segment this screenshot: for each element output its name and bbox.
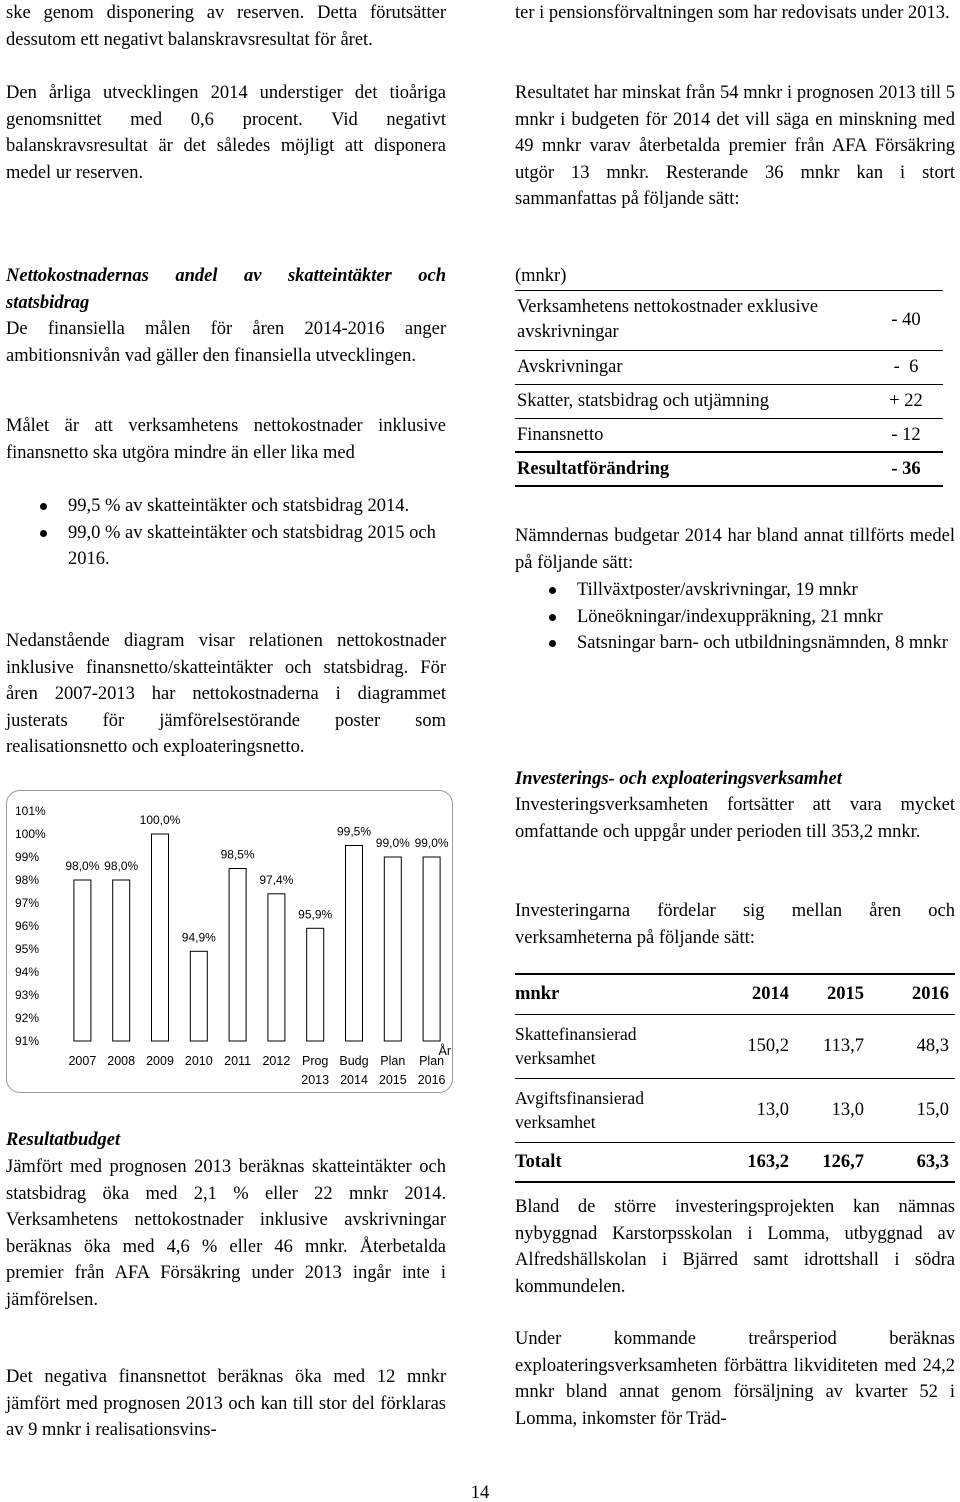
cost-total-label: Resultatförändring: [517, 458, 670, 479]
cost-table-row: [515, 350, 943, 384]
y-tick-label: 98%: [15, 873, 40, 887]
cost-table-row: [515, 418, 943, 452]
paragraph-finance-net: Det negativa finansnettot beräknas öka med 12 mnkr jämfört med prognosen 2013 och kan till stor del förklaras av 9 mnkr i realisationsvins-: [6, 1367, 446, 1440]
investment-total-value: 126,7: [822, 1151, 864, 1172]
x-category-label: 2007: [68, 1054, 97, 1068]
x-category-label: Plan: [380, 1054, 406, 1068]
paragraph-projects: Bland de större investeringsprojekten kan nämnas nybyggnad Karstorpsskolan i Lomma, utbyggnad av Alfredshällskolan i Bjärred samt idrottshall i södra kommundelen.: [515, 1197, 955, 1297]
x-category-label: Budg: [339, 1054, 369, 1068]
investment-table: [515, 973, 955, 1183]
y-tick-label: 93%: [15, 988, 40, 1002]
x-category-label: Prog: [301, 1054, 329, 1068]
investment-row-value: 13,0: [756, 1099, 789, 1120]
heading-result-budget: Resultatbudget: [6, 1130, 121, 1150]
x-category-label: 2015: [378, 1073, 407, 1087]
x-category-label: 2014: [340, 1073, 368, 1087]
bar-data-label: 98,5%: [220, 847, 255, 862]
heading-net-cost-share: Nettokostnadernas andel av skatteintäkter och statsbidrag: [6, 266, 446, 313]
paragraph-exploitation: Under kommande treårsperiod beräknas exploateringsverksamheten förbättra likviditeten med 24,2 mnkr bland annat genom försäljning av kvarter 52 i Lomma, inkomster för Träd-: [515, 1329, 955, 1429]
paragraph-result-budget: Jämfört med prognosen 2013 beräknas skatteintäkter och statsbidrag öka med 2,1 % eller 22 mnkr 2014. Verksamhetens nettokostnader inklusive avskrivningar beräknas öka med 4,6 % eller 46 mnkr. Återbetalda premier från AFA Försäkring under 2013 ingår inte i jämförelsen.: [6, 1157, 446, 1310]
x-category-label: 2008: [107, 1054, 136, 1068]
x-category-label: 2012: [262, 1054, 291, 1068]
bar-data-label: 100,0%: [139, 813, 181, 827]
investment-total-label: Totalt: [515, 1151, 562, 1172]
cost-row-value: - 12: [891, 424, 921, 445]
y-tick-label: 91%: [15, 1034, 40, 1048]
chart-bar: [346, 846, 363, 1042]
cost-change-table: [515, 290, 943, 488]
y-tick-label: 99%: [15, 850, 40, 864]
cost-table-row: [515, 290, 943, 350]
bar-data-label: 99,5%: [336, 824, 372, 839]
chart-bar: [152, 834, 169, 1041]
paragraph-investment-split: Investeringarna fördelar sig mellan åren och verksamheterna på följande sätt:: [515, 901, 955, 948]
allocation-item: Löneökningar/indexuppräkning, 21 mnkr: [549, 604, 959, 631]
paragraph-diagram-intro: Nedanstående diagram visar relationen nettokostnader inklusive finansnetto/skatteintäkter och statsbidrag. För åren 2007-2013 har nettokostnaderna i diagrammet justerats för jämförelsestörande poster som realisationsnetto och exploateringsnetto.: [6, 631, 446, 757]
y-tick-label: 101%: [15, 804, 46, 818]
y-tick-label: 94%: [15, 965, 40, 979]
investment-row-value: 15,0: [916, 1099, 949, 1120]
cost-row-value: - 40: [891, 309, 921, 330]
y-tick-label: 96%: [15, 919, 40, 933]
cost-change-table-block: [515, 263, 955, 487]
investment-row: [515, 1014, 955, 1078]
investment-row-value: 13,0: [831, 1099, 864, 1120]
investment-row-value: 48,3: [916, 1035, 949, 1056]
goal-list: [40, 493, 480, 573]
y-tick-label: 95%: [15, 942, 40, 956]
investment-row-label: Avgiftsfinansierad verksamhet: [515, 1088, 644, 1132]
allocation-item: Tillväxtposter/avskrivningar, 19 mnkr: [549, 577, 959, 604]
bar-data-label: 97,4%: [259, 872, 294, 887]
paragraph-pension: ter i pensionsförvaltningen som har redovisats under 2013.: [515, 3, 950, 23]
paragraph-financial-goals: De finansiella målen för åren 2014-2016 anger ambitionsnivån vad gäller den finansiella utvecklingen.: [6, 319, 446, 366]
bar-data-label: 99,0%: [375, 836, 410, 850]
investment-header-year: 2014: [752, 984, 789, 1004]
investment-header-row: [515, 974, 955, 1014]
cost-row-label: Verksamhetens nettokostnader exklusive avskrivningar: [517, 297, 819, 342]
investment-total-value: 63,3: [916, 1151, 949, 1172]
chart-bar: [268, 894, 285, 1041]
investment-total-row: [515, 1142, 955, 1182]
chart-bar: [190, 951, 207, 1041]
x-category-label: 2009: [146, 1054, 174, 1068]
paragraph-reserve: ske genom disponering av reserven. Detta förutsätter dessutom ett negativt balanskravsresultat för året.: [6, 3, 446, 50]
bar-data-label: 94,9%: [181, 930, 216, 945]
chart-bar: [307, 928, 324, 1041]
y-tick-label: 97%: [15, 896, 40, 910]
paragraph-annual-development: Den årliga utvecklingen 2014 understiger det tioåriga genomsnittet med 0,6 procent. Vid negativt balanskravsresultat är det således möjligt att disponera medel ur reserven.: [6, 83, 446, 183]
paragraph-result-decrease: Resultatet har minskat från 54 mnkr i prognosen 2013 till 5 mnkr i budgeten för 2014 det vill säga en minskning med 49 mnkr varav återbetalda premier från AFA Försäkring utgör 13 mnkr. Resterande 36 mnkr kan i stort sammanfattas på följande sätt:: [515, 83, 955, 209]
chart-bar: [384, 857, 401, 1041]
chart-bar: [423, 857, 440, 1041]
allocation-item: Satsningar barn- och utbildningsnämnden, 8 mnkr: [549, 630, 959, 657]
x-category-label: 2010: [184, 1054, 213, 1068]
bar-data-label: 98,0%: [104, 859, 139, 873]
x-axis-title: År: [438, 1044, 451, 1058]
net-cost-ratio-chart: [6, 790, 453, 1093]
goal-item-2015-2016: 99,0 % av skatteintäkter och statsbidrag 2015 och 2016.: [40, 520, 480, 573]
investment-header-year: 2015: [827, 984, 864, 1004]
bar-data-label: 98,0%: [65, 859, 100, 873]
page-number: 14: [470, 1483, 490, 1502]
chart-bar: [74, 880, 91, 1041]
investment-header-year: 2016: [912, 984, 949, 1004]
cost-row-label: Avskrivningar: [517, 356, 623, 377]
cost-table-total-row: [515, 452, 943, 486]
investment-row: [515, 1078, 955, 1142]
chart-bar: [229, 869, 246, 1042]
x-category-label: 2013: [301, 1073, 330, 1087]
cost-table-row: [515, 384, 943, 418]
paragraph-investment: Investeringsverksamheten fortsätter att vara mycket omfattande och uppgår under perioden till 353,2 mnkr.: [515, 795, 955, 842]
cost-table-unit: (mnkr): [515, 266, 567, 286]
heading-investment: Investerings- och exploateringsverksamhet: [515, 769, 842, 789]
investment-total-value: 163,2: [747, 1151, 789, 1172]
cost-row-label: Skatter, statsbidrag och utjämning: [517, 390, 770, 411]
chart-bar: [113, 880, 130, 1041]
x-category-label: Plan: [419, 1054, 445, 1068]
x-category-label: 2016: [417, 1073, 446, 1087]
allocation-list: [549, 577, 959, 657]
y-tick-label: 92%: [15, 1011, 40, 1025]
bar-chart-svg: [7, 791, 454, 1094]
investment-row-value: 113,7: [823, 1035, 864, 1056]
cost-row-label: Finansnetto: [517, 424, 604, 445]
investment-row-label: Skattefinansierad verksamhet: [515, 1024, 637, 1068]
goal-item-2014: 99,5 % av skatteintäkter och statsbidrag 2014.: [40, 493, 480, 520]
cost-row-value: + 22: [889, 390, 923, 411]
paragraph-goal: Målet är att verksamhetens nettokostnader inklusive finansnetto ska utgöra mindre än eller lika med: [6, 416, 446, 463]
bar-data-label: 99,0%: [414, 836, 449, 850]
paragraph-committee-budgets: Nämndernas budgetar 2014 har bland annat tillförts medel på följande sätt:: [515, 526, 955, 573]
bar-data-label: 95,9%: [298, 907, 333, 922]
x-category-label: 2011: [224, 1054, 252, 1068]
cost-total-value: - 36: [891, 458, 921, 479]
y-tick-label: 100%: [15, 827, 46, 841]
cost-row-value: - 6: [893, 356, 919, 377]
investment-header-unit: mnkr: [515, 984, 560, 1004]
investment-row-value: 150,2: [747, 1035, 789, 1056]
